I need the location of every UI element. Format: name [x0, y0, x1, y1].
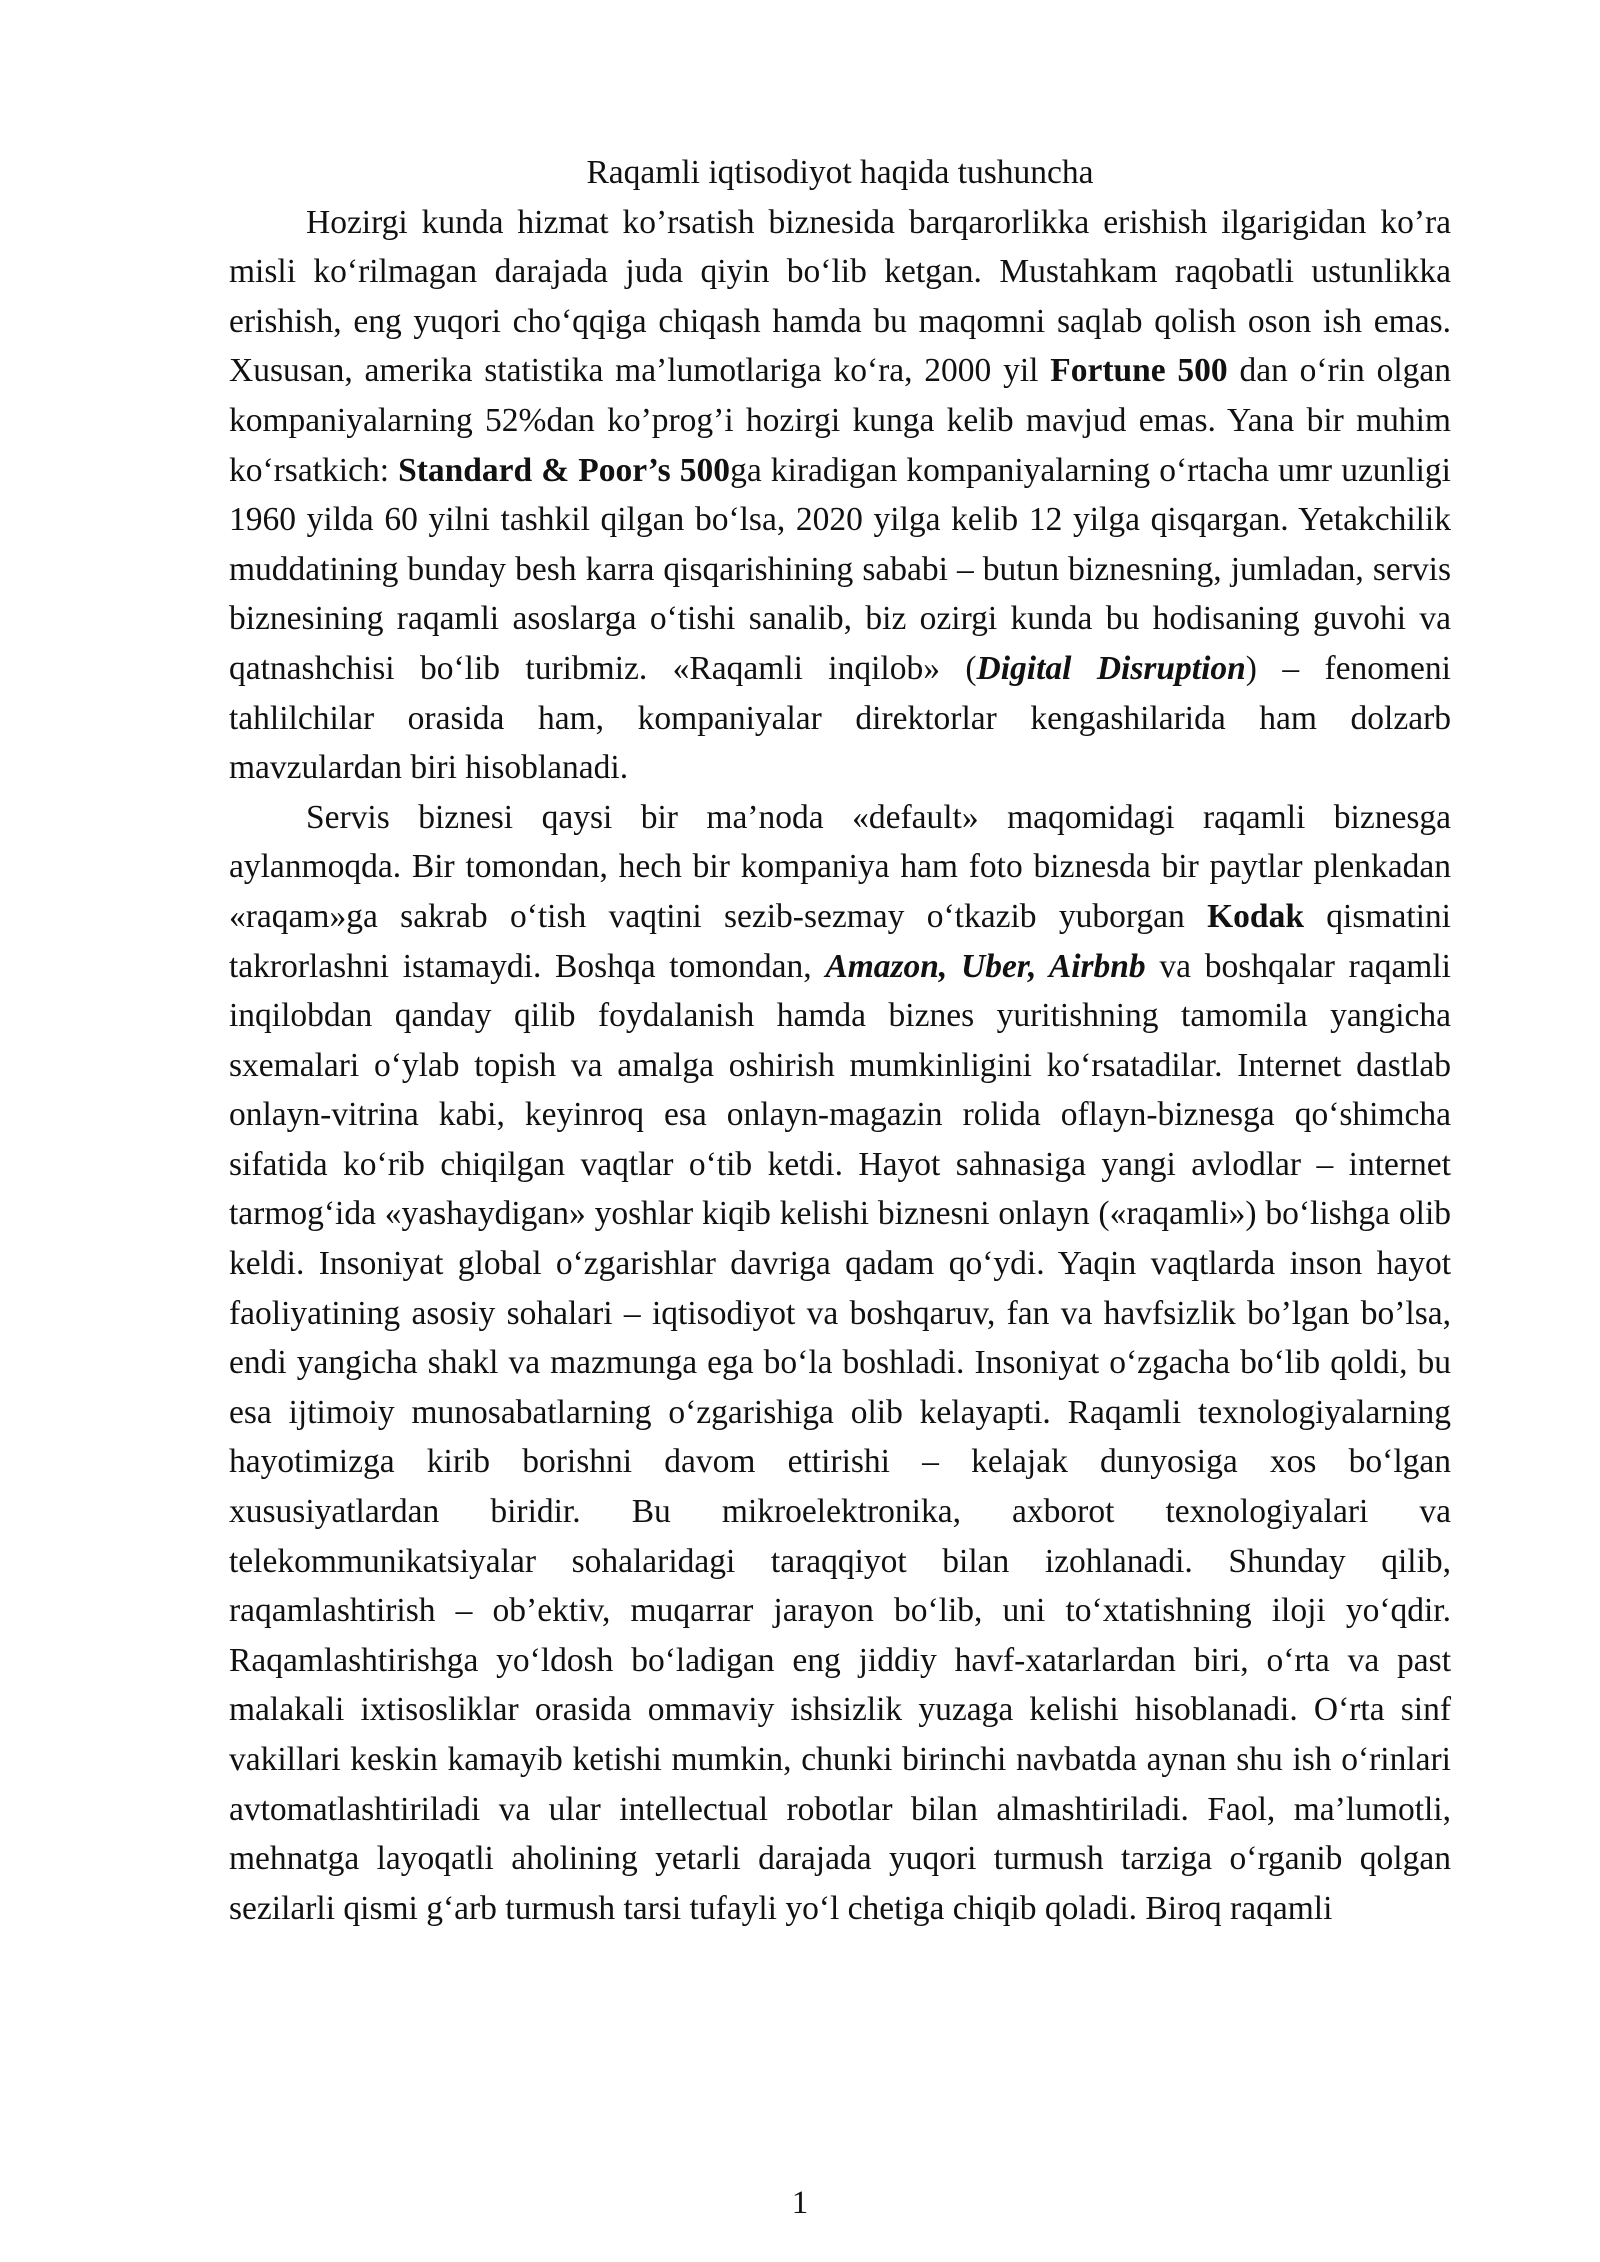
paragraph-1-text-3: ga kiradigan kompaniyalarning o‘rtacha umr uzunligi 1960 yilda 60 yilni tashkil qilgan bo‘lsa, 2020 yilga kelib 12 yilga qisqargan. Yetakchilik muddatining bunday besh karra qisqarishining sababi – butun biznesning, jumladan, servis biznesining raqamli asoslarga o‘tishi sanalib, biz ozirgi kunda bu hodisaning guvohi va qatnashchisi bo‘lib turibmiz. «Raqamli inqilob» (	[229, 451, 1451, 687]
paragraph-1-text-4: ) – fenomeni tahlilchilar orasida ham, kompaniyalar direktorlar kengashilarida ham dolzarb mavzulardan biri hisoblanadi.	[229, 649, 1451, 787]
paragraph-2	[229, 793, 1451, 1934]
document-title: Raqamli iqtisodiyot haqida tushuncha	[586, 154, 1094, 191]
paragraph-2-text-2: qismatini takrorlashni istamaydi. Boshqa tomondan,	[229, 897, 1451, 985]
fortune-500-term: Fortune 500	[1050, 352, 1228, 390]
sp-500-term: Standard & Poor’s 500	[398, 451, 731, 489]
paragraph-1-text-2: dan o‘rin olgan kompaniyalarning 52%dan ko’prog’i hozirgi kunga kelib mavjud emas. Yana bir muhim ko‘rsatkich:	[229, 352, 1451, 489]
paragraph-1-text-1: Hozirgi kunda hizmat ko’rsatish biznesida barqarorlikka erishish ilgarigidan ko’ra misli ko‘rilmagan darajada juda qiyin bo‘lib ketgan. Mustahkam raqobatli ustunlikka erishish, eng yuqori cho‘qqiga chiqash hamda bu maqomni saqlab qolish oson ish emas. Xususan, amerika statistika ma’lumotlariga ko‘ra, 2000 yil	[229, 203, 1451, 390]
page-body	[229, 148, 1451, 1933]
kodak-term: Kodak	[1207, 897, 1304, 935]
digital-disruption-term: Digital Disruption	[976, 649, 1246, 687]
paragraph-1	[229, 198, 1451, 793]
paragraph-2-text-1: Servis biznesi qaysi bir ma’noda «default» maqomidagi raqamli biznesga aylanmoqda. Bir tomondan, hech bir kompaniya ham foto biznesda bir paytlar plenkadan «raqam»ga sakrab o‘tish vaqtini sezib-sezmay o‘tkazib yuborgan	[229, 798, 1451, 935]
page-number: 1	[791, 2185, 809, 2221]
paragraph-2-text-3: va boshqalar raqamli inqilobdan qanday qilib foydalanish hamda biznes yuritishning tamomila yangicha sxemalari o‘ylab topish va amalga oshirish mumkinligini ko‘rsatadilar. Internet dastlab onlayn-vitrina kabi, keyinroq esa onlayn-magazin rolida oflayn-biznesga qo‘shimcha sifatida ko‘rib chiqilgan vaqtlar o‘tib ketdi. Hayot sahnasiga yangi avlodlar – internet tarmog‘ida «yashaydigan» yoshlar kiqib kelishi biznesni onlayn («raqamli») bo‘lishga olib keldi. Insoniyat global o‘zgarishlar davriga qadam qo‘ydi. Yaqin vaqtlarda inson hayot faoliyatining asosiy sohalari – iqtisodiyot va boshqaruv, fan va havfsizlik bo’lgan bo’lsa, endi yangicha shakl va mazmunga ega bo‘la boshladi. Insoniyat o‘zgacha bo‘lib qoldi, bu esa ijtimoiy munosabatlarning o‘zgarishiga olib kelayapti. Raqamli texnologiyalarning hayotimizga kirib borishni davom ettirishi – kelajak dunyosiga xos bo‘lgan xususiyatlardan biridir. Bu mikroelektronika, axborot texnologiyalari va telekommunikatsiyalar sohalaridagi taraqqiyot bilan izohlanadi. Shunday qilib, raqamlashtirish – ob’ektiv, muqarrar jarayon bo‘lib, uni to‘xtatishning iloji yo‘qdir. Raqamlashtirishga yo‘ldosh bo‘ladigan eng jiddiy havf-xatarlardan biri, o‘rta va past malakali ixtisosliklar orasida ommaviy ishsizlik yuzaga kelishi hisoblanadi. O‘rta sinf vakillari keskin kamayib ketishi mumkin, chunki birinchi navbatda aynan shu ish o‘rinlari avtomatlashtiriladi va ular intellectual robotlar bilan almashtiriladi. Faol, ma’lumotli, mehnatga layoqatli aholining yetarli darajada yuqori turmush tarziga o‘rganib qolgan sezilarli qismi g‘arb turmush tarsi tufayli yo‘l chetiga chiqib qoladi. Biroq raqamli	[229, 947, 1451, 1927]
companies-term: Amazon, Uber, Airbnb	[825, 947, 1146, 985]
